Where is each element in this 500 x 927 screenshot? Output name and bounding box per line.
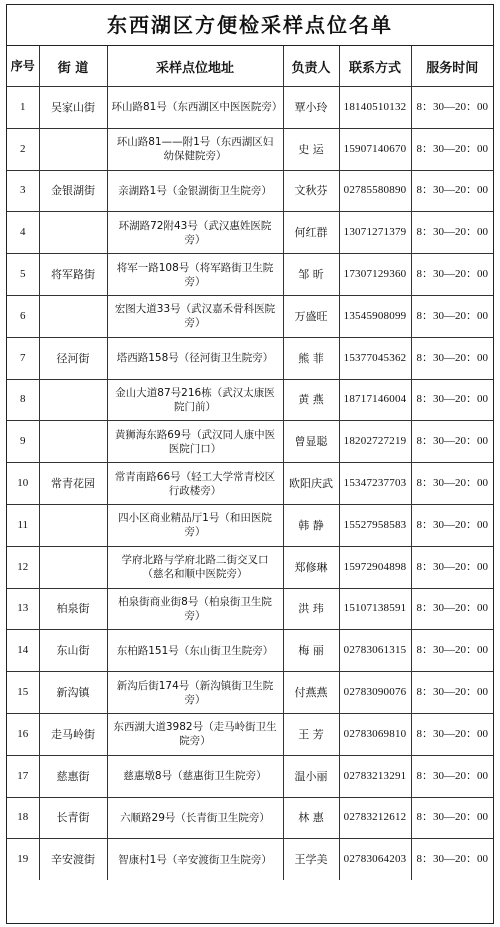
row-phone: 13545908099	[339, 295, 411, 337]
row-phone: 15972904898	[339, 546, 411, 588]
row-time: 8：30—20：00	[411, 212, 493, 254]
row-person: 林 惠	[283, 797, 339, 839]
row-person: 梅 丽	[283, 630, 339, 672]
row-street: 新沟镇	[39, 672, 107, 714]
row-person: 韩 静	[283, 504, 339, 546]
row-index: 12	[7, 546, 39, 588]
row-phone: 02783064203	[339, 839, 411, 880]
row-street	[39, 128, 107, 170]
table-row	[7, 463, 493, 505]
row-street: 长青街	[39, 797, 107, 839]
table-row	[7, 421, 493, 463]
row-index: 15	[7, 672, 39, 714]
row-street: 将军路街	[39, 254, 107, 296]
row-index: 17	[7, 755, 39, 797]
row-phone: 15907140670	[339, 128, 411, 170]
header-person: 负责人	[283, 46, 339, 87]
row-phone: 02783090076	[339, 672, 411, 714]
row-street: 走马岭街	[39, 713, 107, 755]
table-row	[7, 212, 493, 254]
table-row	[7, 839, 493, 880]
row-time: 8：30—20：00	[411, 672, 493, 714]
row-person: 付燕燕	[283, 672, 339, 714]
row-street	[39, 546, 107, 588]
row-address: 常青南路66号（轻工大学常青校区行政楼旁）	[107, 463, 283, 505]
row-index: 7	[7, 337, 39, 379]
row-index: 6	[7, 295, 39, 337]
row-address: 六顺路29号（长青街卫生院旁）	[107, 797, 283, 839]
row-phone: 17307129360	[339, 254, 411, 296]
row-address: 黄狮海东路69号（武汉同人康中医医院门口）	[107, 421, 283, 463]
row-time: 8：30—20：00	[411, 170, 493, 212]
row-address: 环湖路72附43号（武汉惠姓医院旁）	[107, 212, 283, 254]
row-time: 8：30—20：00	[411, 839, 493, 880]
header-address: 采样点位地址	[107, 46, 283, 87]
row-index: 16	[7, 713, 39, 755]
row-street: 慈惠街	[39, 755, 107, 797]
row-phone: 02785580890	[339, 170, 411, 212]
row-index: 3	[7, 170, 39, 212]
table-row	[7, 797, 493, 839]
table-row	[7, 630, 493, 672]
row-street: 常青花园	[39, 463, 107, 505]
row-time: 8：30—20：00	[411, 588, 493, 630]
row-index: 8	[7, 379, 39, 421]
row-street	[39, 212, 107, 254]
row-address: 宏图大道33号（武汉嘉禾骨科医院旁）	[107, 295, 283, 337]
row-index: 19	[7, 839, 39, 880]
row-address: 东西湖大道3982号（走马岭街卫生院旁）	[107, 713, 283, 755]
row-person: 郑修琳	[283, 546, 339, 588]
row-phone: 15107138591	[339, 588, 411, 630]
table-row	[7, 546, 493, 588]
table-row	[7, 672, 493, 714]
header-phone: 联系方式	[339, 46, 411, 87]
table-header-row	[7, 46, 493, 87]
row-street: 柏泉街	[39, 588, 107, 630]
page-title: 东西湖区方便检采样点位名单	[7, 5, 493, 46]
row-index: 10	[7, 463, 39, 505]
row-time: 8：30—20：00	[411, 87, 493, 129]
row-person: 欧阳庆武	[283, 463, 339, 505]
row-time: 8：30—20：00	[411, 295, 493, 337]
table-row	[7, 504, 493, 546]
table-row	[7, 755, 493, 797]
row-phone: 02783213291	[339, 755, 411, 797]
row-address: 环山路81——附1号（东西湖区妇幼保健院旁）	[107, 128, 283, 170]
row-index: 14	[7, 630, 39, 672]
row-address: 塔西路158号（径河街卫生院旁）	[107, 337, 283, 379]
row-street: 吴家山街	[39, 87, 107, 129]
row-time: 8：30—20：00	[411, 713, 493, 755]
row-index: 11	[7, 504, 39, 546]
row-street	[39, 421, 107, 463]
row-time: 8：30—20：00	[411, 630, 493, 672]
row-index: 1	[7, 87, 39, 129]
row-phone: 02783069810	[339, 713, 411, 755]
row-street: 金银湖街	[39, 170, 107, 212]
row-time: 8：30—20：00	[411, 463, 493, 505]
row-person: 黄 燕	[283, 379, 339, 421]
table-row	[7, 295, 493, 337]
row-address: 四小区商业精品厅1号（和田医院旁）	[107, 504, 283, 546]
row-person: 洪 玮	[283, 588, 339, 630]
row-address: 亲湖路1号（金银湖街卫生院旁）	[107, 170, 283, 212]
row-phone: 15527958583	[339, 504, 411, 546]
sites-table	[7, 46, 493, 880]
row-person: 覃小玲	[283, 87, 339, 129]
row-time: 8：30—20：00	[411, 504, 493, 546]
row-time: 8：30—20：00	[411, 128, 493, 170]
row-phone: 02783212612	[339, 797, 411, 839]
table-row	[7, 87, 493, 129]
row-phone: 18202727219	[339, 421, 411, 463]
row-time: 8：30—20：00	[411, 337, 493, 379]
row-address: 慈惠墩8号（慈惠街卫生院旁）	[107, 755, 283, 797]
row-phone: 18140510132	[339, 87, 411, 129]
row-street: 径河街	[39, 337, 107, 379]
header-index: 序号	[7, 46, 39, 87]
header-time: 服务时间	[411, 46, 493, 87]
table-row	[7, 170, 493, 212]
row-person: 邹 昕	[283, 254, 339, 296]
header-street: 街 道	[39, 46, 107, 87]
row-person: 王学美	[283, 839, 339, 880]
row-address: 新沟后街174号（新沟镇街卫生院旁）	[107, 672, 283, 714]
row-time: 8：30—20：00	[411, 546, 493, 588]
row-time: 8：30—20：00	[411, 797, 493, 839]
row-person: 史 运	[283, 128, 339, 170]
row-index: 9	[7, 421, 39, 463]
row-address: 环山路81号（东西湖区中医医院旁）	[107, 87, 283, 129]
table-row	[7, 588, 493, 630]
table-row	[7, 254, 493, 296]
row-person: 温小丽	[283, 755, 339, 797]
row-address: 学府北路与学府北路二街交叉口（慈名和顺中医院旁）	[107, 546, 283, 588]
row-person: 文秋芬	[283, 170, 339, 212]
row-person: 何红群	[283, 212, 339, 254]
row-street	[39, 379, 107, 421]
row-phone: 18717146004	[339, 379, 411, 421]
row-phone: 15347237703	[339, 463, 411, 505]
row-address: 东柏路151号（东山街卫生院旁）	[107, 630, 283, 672]
table-row	[7, 713, 493, 755]
table-row	[7, 337, 493, 379]
row-index: 5	[7, 254, 39, 296]
row-phone: 02783061315	[339, 630, 411, 672]
row-person: 万盛旺	[283, 295, 339, 337]
row-street: 东山街	[39, 630, 107, 672]
row-index: 4	[7, 212, 39, 254]
row-street	[39, 504, 107, 546]
table-row	[7, 128, 493, 170]
row-index: 2	[7, 128, 39, 170]
row-street	[39, 295, 107, 337]
row-index: 13	[7, 588, 39, 630]
row-person: 曾显聪	[283, 421, 339, 463]
row-person: 王 芳	[283, 713, 339, 755]
row-time: 8：30—20：00	[411, 379, 493, 421]
row-street: 辛安渡街	[39, 839, 107, 880]
row-phone: 15377045362	[339, 337, 411, 379]
table-row	[7, 379, 493, 421]
sampling-site-list	[6, 4, 494, 924]
row-address: 智康村1号（辛安渡街卫生院旁）	[107, 839, 283, 880]
row-address: 将军一路108号（将军路街卫生院旁）	[107, 254, 283, 296]
row-time: 8：30—20：00	[411, 421, 493, 463]
row-phone: 13071271379	[339, 212, 411, 254]
row-person: 熊 菲	[283, 337, 339, 379]
row-address: 柏泉街商业街8号（柏泉街卫生院旁）	[107, 588, 283, 630]
row-index: 18	[7, 797, 39, 839]
row-time: 8：30—20：00	[411, 254, 493, 296]
row-address: 金山大道87号216栋（武汉太康医院门前）	[107, 379, 283, 421]
row-time: 8：30—20：00	[411, 755, 493, 797]
